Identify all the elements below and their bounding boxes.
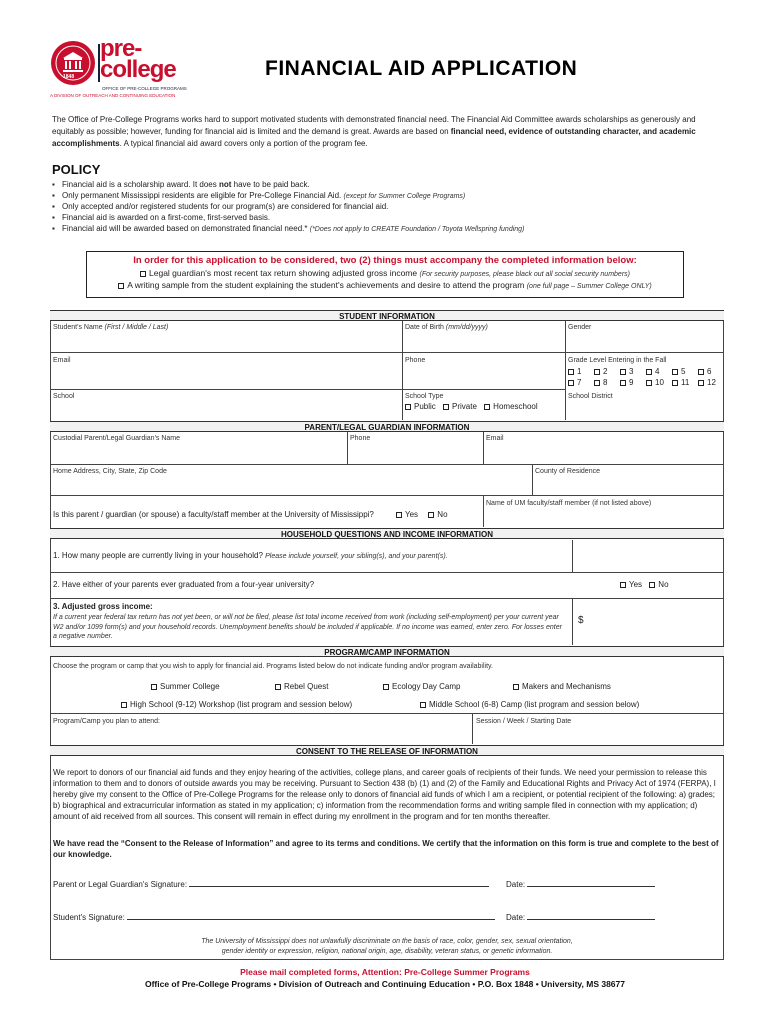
faculty-options: [396, 510, 448, 519]
parent-phone-label: Phone: [350, 435, 371, 442]
dob-label: [405, 323, 488, 332]
policy-note: (*Does not apply to CREATE Foundation / Toyota Wellspring funding): [309, 226, 525, 233]
phone-label: Phone: [405, 357, 426, 364]
question-note: Please include yourself, your sibling(s), and your parent(s).: [265, 553, 448, 560]
school-type-options: [405, 402, 538, 412]
school-label: School: [53, 393, 75, 400]
degree-no[interactable]: No: [649, 580, 668, 589]
section-parent: PARENT/LEGAL GUARDIAN INFORMATION: [50, 421, 724, 432]
policy-note: (except for Summer College Programs): [343, 193, 466, 200]
policy-item: [52, 201, 732, 212]
requirement-item: [87, 279, 683, 291]
grade-option[interactable]: 11: [672, 377, 694, 388]
program-option-middle-school[interactable]: Middle School (6-8) Camp (list program and session below): [420, 700, 639, 710]
question-text: 1. How many people are currently living in your household?: [53, 551, 263, 560]
parent-date: [506, 880, 655, 890]
faculty-no[interactable]: No: [428, 510, 447, 519]
section-household: HOUSEHOLD QUESTIONS AND INCOME INFORMATION: [50, 528, 724, 539]
grade-options: [568, 366, 723, 388]
parent-signature-field[interactable]: [189, 886, 489, 887]
date-label: Date:: [506, 913, 526, 922]
school-type-option[interactable]: Private: [443, 402, 477, 411]
address-label: Home Address, City, State, Zip Code: [53, 468, 167, 475]
policy-text: Financial aid will be awarded based on demonstrated financial need.*: [62, 224, 308, 233]
policy-text: Only permanent Mississippi residents are eligible for Pre-College Financial Aid.: [62, 191, 342, 200]
grade-option[interactable]: 1: [568, 366, 590, 377]
policy-item: [52, 179, 732, 190]
parent-name-label: Custodial Parent/Legal Guardian's Name: [53, 435, 181, 442]
policy-bold: not: [218, 180, 232, 189]
policy-text: Financial aid is a scholarship award. It does: [62, 180, 219, 189]
student-date: [506, 913, 655, 923]
household-q3: 3. Adjusted gross income:: [53, 602, 153, 611]
parent-email-label: Email: [486, 435, 504, 442]
session-label: Session / Week / Starting Date: [476, 718, 572, 725]
requirements-box: [86, 251, 684, 298]
requirement-text: A writing sample from the student explaining the student's achievements and desire to attend the program: [127, 280, 525, 290]
student-signature-field[interactable]: [127, 919, 495, 920]
label-hint: (First / Middle / Last): [104, 324, 169, 331]
income-dollar: $: [578, 615, 584, 626]
seal-year: 1848: [63, 74, 75, 80]
section-program: PROGRAM/CAMP INFORMATION: [50, 646, 724, 657]
parent-date-field[interactable]: [527, 886, 655, 887]
logo: [50, 35, 225, 100]
um-staff-label: Name of UM faculty/staff member (if not listed above): [486, 500, 652, 507]
student-name-label: [53, 323, 168, 332]
policy-item: [52, 212, 732, 223]
section-student: STUDENT INFORMATION: [50, 310, 724, 321]
sig-label: Parent or Legal Guardian's Signature:: [53, 880, 188, 889]
policy-heading: POLICY: [52, 162, 101, 177]
grade-option[interactable]: 4: [646, 366, 668, 377]
faculty-yes[interactable]: Yes: [396, 510, 418, 519]
requirement-text: Legal guardian's most recent tax return showing adjusted gross income: [149, 268, 418, 278]
footer-address: Office of Pre-College Programs • Division of Outreach and Continuing Education • P.O. Box 1848 • University, MS 38677: [144, 979, 625, 989]
disclaimer-line: The University of Mississippi does not unlawfully discriminate on the basis of race, color, gender, sex, sexual orientation,: [201, 938, 573, 945]
student-date-field[interactable]: [527, 919, 655, 920]
policy-text: Only accepted and/or registered students for our program(s) are considered for financial aid.: [62, 202, 389, 211]
policy-text: have to be paid back.: [231, 180, 310, 189]
program-option[interactable]: Ecology Day Camp: [383, 682, 460, 692]
grade-option[interactable]: 10: [646, 377, 668, 388]
household-q1: [53, 551, 448, 561]
student-signature: [53, 913, 495, 923]
grade-option[interactable]: 7: [568, 377, 590, 388]
plan-label: Program/Camp you plan to attend:: [53, 718, 161, 725]
parent-signature: [53, 880, 489, 890]
consent-agree: We have read the “Consent to the Release of Information” and agree to its terms and conditions. We certify that the information on this form is true and complete to the best of our knowledge.: [53, 839, 719, 859]
program-option-high-school[interactable]: High School (9-12) Workshop (list program and session below): [121, 700, 352, 710]
county-label: County of Residence: [535, 468, 600, 475]
grade-option[interactable]: 12: [698, 377, 720, 388]
gender-label: Gender: [568, 324, 592, 331]
checkbox[interactable]: [140, 271, 146, 277]
intro-paragraph: [52, 114, 720, 150]
sig-label: Student's Signature:: [53, 913, 125, 922]
date-label: Date:: [506, 880, 526, 889]
checkbox[interactable]: [118, 283, 124, 289]
district-label: School District: [568, 393, 613, 400]
grade-option[interactable]: 6: [698, 366, 720, 377]
policy-item: [52, 223, 732, 234]
income-note: If a current year federal tax return has not yet been, or will not be filed, please list total income received from work (including self-employment) per your current year W2 and/or 1099 form(s) and your household records. Unemployment benefits should be included if applicable. If no income was earned, enter zero. For losses enter a negative number.: [53, 614, 562, 640]
intro-bold: financial need, evidence of outstanding character, and academic accomplishments: [52, 127, 696, 148]
requirement-note: (For security purposes, please black out all social security numbers): [419, 271, 630, 278]
requirement-note: (one full page – Summer College ONLY): [526, 283, 652, 290]
disclaimer-line: gender identity or expression, religion, national origin, age, disability, veteran status, or genetic information.: [221, 948, 553, 955]
consent-body: We report to donors of our financial aid funds and they enjoy hearing of the activities, college plans, and career goals of recipients of their funds. We need your permission to release this information to them and to donors of outside awards you may be receiving. Pursuant to Section 438 (b) (1) and (2) of the Family and Educational Rights and Privacy Act of 1974 (FERPA), I hereby give my consent to the Office of Pre-College Programs for the release only to donors of financial aid funds of which I am a recipient, or potential recipient of the following: a) grades; b) biographical and extracurricular information as stated in my application; c) information from the recommendation forms and writing sample filed in connection with my application; d) amount of aid received from all sources. This consent will remain in effect during my enrollment in the program and for ten months thereafter.: [53, 768, 716, 821]
logo-office-line: OFFICE OF PRE-COLLEGE PROGRAMS: [102, 86, 187, 91]
policy-list: [52, 179, 732, 234]
program-option[interactable]: Summer College: [151, 682, 220, 692]
grade-option[interactable]: 2: [594, 366, 616, 377]
grade-option[interactable]: 3: [620, 366, 642, 377]
label-text: Date of Birth: [405, 324, 444, 331]
program-option[interactable]: Makers and Mechanisms: [513, 682, 611, 692]
label-text: Student's Name: [53, 324, 103, 331]
faculty-question: Is this parent / guardian (or spouse) a faculty/staff member at the University of Mississippi?: [53, 510, 374, 519]
page-title: FINANCIAL AID APPLICATION: [265, 57, 578, 80]
program-option[interactable]: Rebel Quest: [275, 682, 328, 692]
school-type-option[interactable]: Public: [405, 402, 436, 411]
grade-option[interactable]: 8: [594, 377, 616, 388]
requirement-item: [87, 267, 683, 279]
grade-option[interactable]: 9: [620, 377, 642, 388]
disclaimer: [50, 937, 724, 957]
intro-text-end: . A typical financial aid award covers only a portion of the program fee.: [119, 139, 368, 148]
email-label: Email: [53, 357, 71, 364]
intro-text: The Office of Pre-College Programs works hard to support motivated students with demonstrated financial need. The Financial Aid Committee awards scholarships as generously and equitably as possible; however, funding for financial aid is limited and the demand is great. Awards are based on: [52, 115, 696, 136]
school-type-option[interactable]: Homeschool: [484, 402, 537, 411]
requirements-heading: In order for this application to be considered, two (2) things must accompany the completed information below:: [133, 255, 637, 266]
policy-text: Financial aid is awarded on a first-come, first-served basis.: [62, 213, 271, 222]
degree-yes[interactable]: Yes: [620, 580, 642, 589]
logo-division-line: A DIVISION OF OUTREACH AND CONTINUING EDUCATION: [50, 93, 176, 98]
degree-options: [620, 580, 669, 589]
footer-mail: Please mail completed forms, Attention: Pre-College Summer Programs: [240, 967, 530, 977]
school-type-label: School Type: [405, 393, 444, 400]
grade-label: Grade Level Entering in the Fall: [568, 357, 667, 364]
household-q2: 2. Have either of your parents ever graduated from a four-year university?: [53, 580, 315, 589]
brand-bottom: college: [100, 56, 176, 83]
section-consent: CONSENT TO THE RELEASE OF INFORMATION: [50, 745, 724, 756]
policy-item: [52, 190, 732, 201]
label-hint: (mm/dd/yyyy): [445, 324, 488, 331]
brand-top: pre-: [100, 35, 142, 62]
grade-option[interactable]: 5: [672, 366, 694, 377]
program-instruction: Choose the program or camp that you wish to apply for financial aid. Programs listed below do not indicate funding and/or program availability.: [53, 663, 493, 670]
